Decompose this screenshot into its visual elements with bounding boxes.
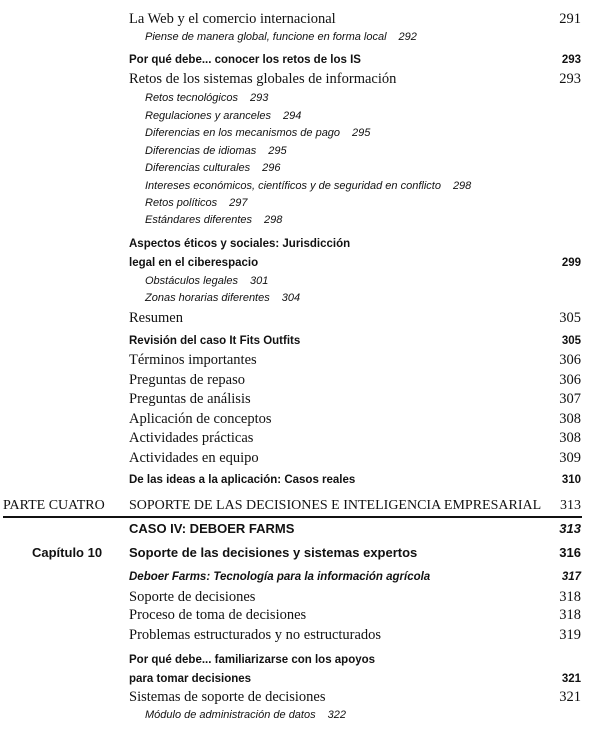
page-number: 297 [229,197,248,209]
page-number: 293 [249,92,269,104]
part-divider-rule [3,516,582,518]
page-number: 298 [452,180,472,192]
entry-title [129,350,257,370]
page-number: 301 [249,275,269,287]
toc-entry [0,234,600,254]
entry-title [145,158,281,178]
page-number: 316 [559,545,581,560]
entry-title-text: Soporte de decisiones [129,589,256,605]
toc-entry [0,88,600,108]
entry-title [129,389,251,409]
page-number: 321 [559,689,581,705]
toc-entry [0,687,600,707]
section-label: PARTE CUATRO [3,498,105,513]
entry-title-text: Sistemas de soporte de decisiones [129,689,326,705]
toc-entry [0,605,600,625]
toc-entry [0,448,600,468]
entry-title [129,650,375,670]
entry-title-text: Por qué debe... conocer los retos de los IS [129,54,361,66]
page-number: 307 [559,391,581,407]
page-number: 305 [559,310,581,326]
toc-entry [0,331,600,351]
entry-title [129,409,272,429]
entry-title [145,705,346,725]
toc-entry [0,428,600,448]
page-number: 308 [559,411,581,427]
toc-entry [0,409,600,429]
entry-title-text: Revisión del caso It Fits Outfits [129,335,301,347]
entry-title-text: Piense de manera global, funcione en forma local [145,31,387,43]
toc-entry [0,669,600,689]
entry-title-text: De las ideas a la aplicación: Casos reales [129,474,356,486]
entry-title-text: Resumen [129,310,183,326]
entry-title [129,496,541,516]
toc-entry [0,389,600,409]
toc-entry [0,650,600,670]
entry-title [129,669,251,689]
page-number: 322 [327,709,346,721]
page-number: 304 [281,292,301,304]
page-number: 294 [282,110,302,122]
entry-title-text: Diferencias culturales [145,162,251,174]
page-number: 293 [561,54,581,66]
entry-title-text: Proceso de toma de decisiones [129,607,307,623]
toc-entry [0,350,600,370]
page-number: 291 [559,11,581,27]
toc-entry [0,27,600,47]
section-label: Capítulo 10 [32,545,103,560]
entry-title [129,50,361,70]
entry-title-text: Preguntas de análisis [129,391,251,407]
page-number: 310 [561,474,581,486]
toc-entry [0,288,600,308]
page-number: 298 [264,214,283,226]
entry-title [129,625,381,645]
toc-entry [0,69,600,89]
toc-entry [0,253,600,273]
entry-title-text: Diferencias en los mecanismos de pago [145,127,341,139]
toc-entry [0,308,600,328]
entry-title [129,605,306,625]
entry-title [145,27,417,47]
entry-title [129,470,355,490]
entry-title [145,88,268,108]
toc-entry [0,123,600,143]
entry-title [129,587,255,607]
entry-title [129,687,326,707]
entry-title-text: Problemas estructurados y no estructurados [129,627,382,643]
page-number: 306 [559,372,581,388]
entry-title [129,543,417,563]
toc-entry [0,705,600,725]
page-number: 313 [559,521,581,536]
entry-title-text: CASO IV: DEBOER FARMS [129,521,295,536]
entry-title [129,69,396,89]
toc-entry [0,587,600,607]
entry-title-text: Actividades prácticas [129,430,254,446]
entry-title-text: Intereses económicos, científicos y de seguridad en conflicto [145,180,441,192]
entry-title-text: La Web y el comercio internacional [129,11,336,27]
entry-title-text: Retos políticos [145,197,218,209]
toc-entry [0,625,600,645]
entry-title-text: Retos tecnológicos [145,92,238,104]
toc-entry [0,50,600,70]
entry-title [129,331,300,351]
entry-title-text: Actividades en equipo [129,450,259,466]
toc-entry [0,158,600,178]
entry-title-text: legal en el ciberespacio [129,257,259,269]
toc-entry [0,543,600,563]
entry-title-text: Preguntas de repaso [129,372,245,388]
toc-entry [0,370,600,390]
entry-title [129,519,294,539]
entry-title-text: Aspectos éticos y sociales: Jurisdicción [129,238,351,250]
entry-title-text: Obstáculos legales [145,275,238,287]
entry-title [129,448,259,468]
entry-title-text: Módulo de administración de datos [145,709,316,721]
page-number: 308 [559,430,581,446]
entry-title-text: para tomar decisiones [129,673,252,685]
entry-title [129,308,183,328]
toc-entry [0,519,600,539]
page-number: 295 [352,127,371,139]
entry-title-text: Soporte de las decisiones y sistemas expertos [129,545,418,560]
entry-title-text: Por qué debe... familiarizarse con los apoyos [129,654,376,666]
toc-entry [0,496,600,516]
entry-title [145,210,282,230]
entry-title-text: SOPORTE DE LAS DECISIONES E INTELIGENCIA EMPRESARIAL [129,498,542,513]
entry-title [129,567,430,587]
entry-title-text: Diferencias de idiomas [145,145,257,157]
page-number: 293 [559,71,581,87]
page-number: 292 [398,31,417,43]
entry-title [129,253,258,273]
toc-entry [0,210,600,230]
entry-title [145,288,300,308]
toc-entry [0,567,600,587]
page-number: 299 [561,257,581,269]
page-number: 318 [559,607,581,623]
toc-entry [0,9,600,29]
page-number: 313 [560,498,581,513]
page-number: 318 [559,589,581,605]
entry-title-text: Términos importantes [129,352,257,368]
entry-title [129,370,245,390]
toc-entry [0,470,600,490]
entry-title-text: Regulaciones y aranceles [145,110,271,122]
entry-title [129,428,253,448]
entry-title-text: Retos de los sistemas globales de información [129,71,397,87]
entry-title-text: Aplicación de conceptos [129,411,272,427]
entry-title-text: Estándares diferentes [145,214,253,226]
page-number: 306 [559,352,581,368]
page-number: 319 [559,627,581,643]
entry-title [129,234,350,254]
entry-title [145,123,370,143]
page-number: 321 [561,673,581,685]
page-number: 305 [561,335,581,347]
entry-title [129,9,336,29]
page-number: 295 [268,145,287,157]
entry-title-text: Zonas horarias diferentes [145,292,270,304]
page-number: 296 [262,162,281,174]
page-number: 317 [561,571,581,583]
entry-title-text: Deboer Farms: Tecnología para la información agrícola [129,571,431,583]
page-number: 309 [559,450,581,466]
